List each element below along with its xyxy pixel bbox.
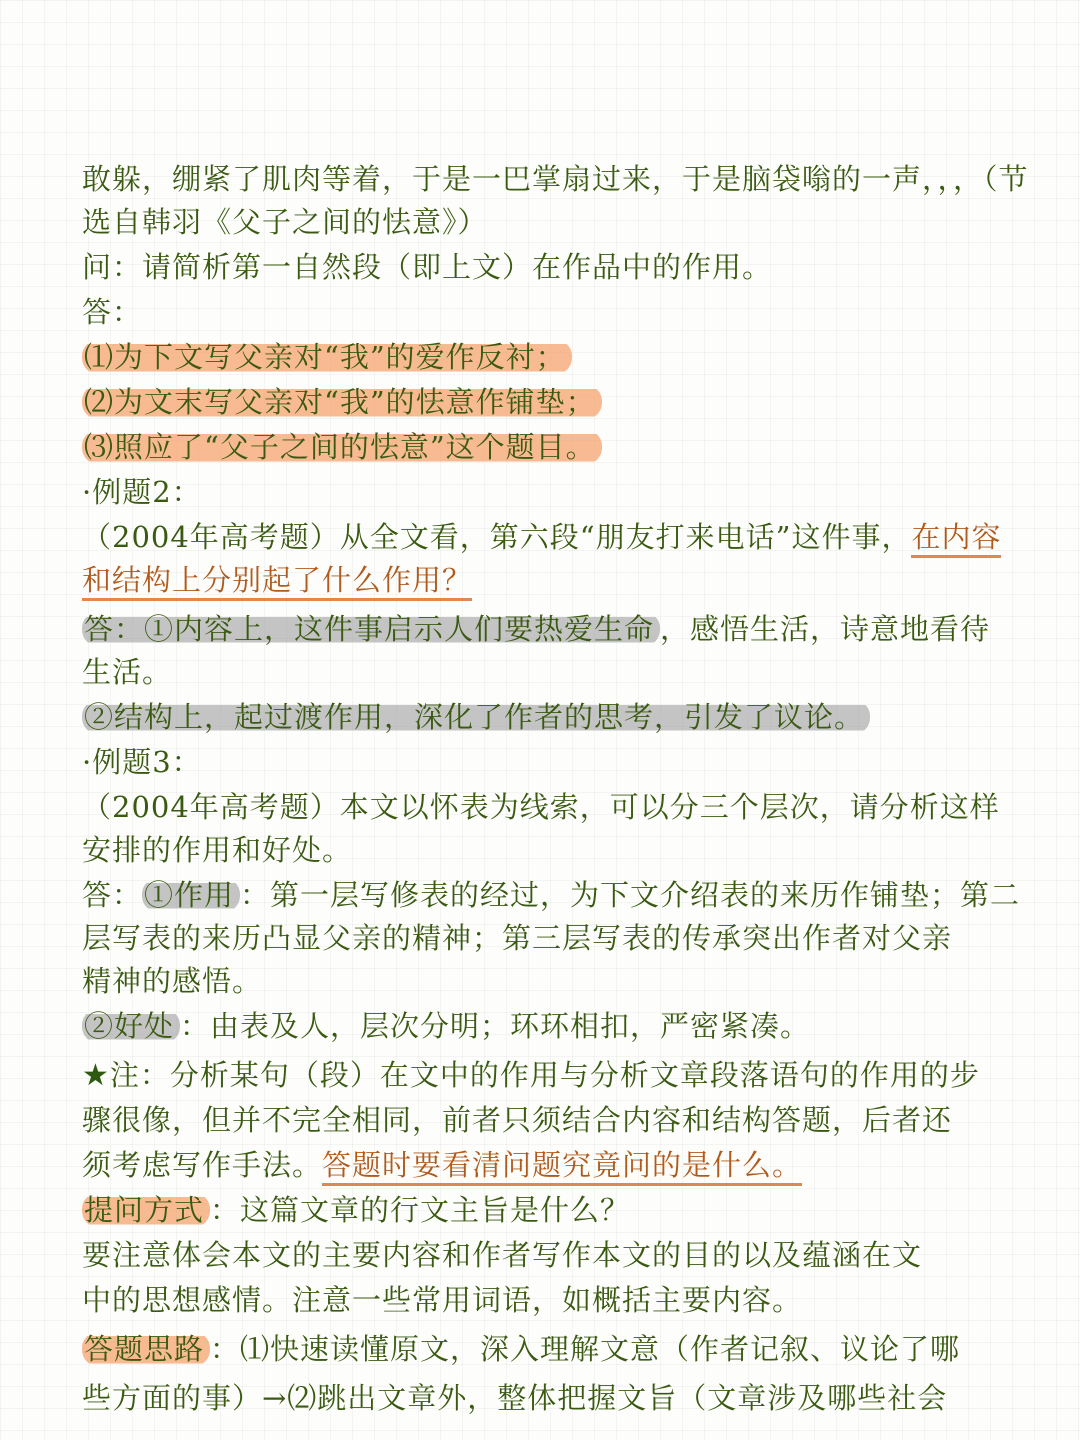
text-line: 答：①作用 ：第一层写修表的经过，为下文介绍表的来历作铺垫；第二: [82, 878, 1021, 912]
orange-highlight: 答题思路: [82, 1332, 210, 1366]
answer-point-2: [82, 381, 1026, 424]
example-3-heading: ·例题3：: [82, 745, 202, 779]
text-line: 答：①内容上，这件事启示人们要热爱生命 ，感悟生活，诗意地看待: [84, 612, 991, 646]
orange-highlight: 提问方式: [82, 1193, 210, 1227]
orange-underline: 答题时要看清问题究竟问的是什么。: [322, 1148, 802, 1186]
answer-point-3: [82, 426, 1026, 469]
orange-highlight: ⑶照应了“父子之间的怯意”这个题目。: [82, 430, 602, 464]
text-line: 骤很像，但并不完全相同，前者只须结合内容和结构答题，后者还: [82, 1103, 953, 1137]
text-line: 中的思想感情。注意一些常用词语，如概括主要内容。: [82, 1283, 803, 1317]
text-line: 安排的作用和好处。: [82, 833, 353, 867]
text-line: [82, 696, 1026, 739]
text-line: ②好处 ：由表及人，层次分明；环环相扣，严密紧凑。: [84, 1009, 811, 1043]
question-method-line: 提问方式 ：这篇文章的行文主旨是什么？: [84, 1193, 631, 1227]
gray-highlight: 答：①内容上，这件事启示人们要热爱生命: [82, 612, 660, 646]
example-2-heading: ·例题2：: [82, 475, 202, 509]
text-line: 须考虑写作手法。答题时要看清问题究竟问的是什么。: [82, 1144, 1026, 1187]
text-line: 生活。: [82, 655, 173, 689]
text-line: （2004年高考题）本文以怀表为线索，可以分三个层次，请分析这样: [82, 790, 1000, 824]
orange-underline: 在内容: [911, 520, 1001, 558]
text-line: 精神的感悟。: [82, 964, 263, 998]
answer-approach-line: 答题思路 ：⑴快速读懂原文，深入理解文意（作者记叙、议论了哪: [84, 1332, 961, 1366]
orange-highlight: ⑴为下文写父亲对“我”的爱作反衬；: [82, 340, 572, 374]
gray-highlight: ②结构上，起过渡作用，深化了作者的思考，引发了议论。: [82, 700, 870, 734]
text-line: [82, 559, 1026, 602]
text-line: 些方面的事）→⑵跳出文章外，整体把握文旨（文章涉及哪些社会: [82, 1381, 948, 1415]
text-line: 要注意体会本文的主要内容和作者写作本文的目的以及蕴涵在文: [82, 1238, 923, 1272]
star-icon: ★: [82, 1058, 110, 1093]
orange-underline: 和结构上分别起了什么作用？: [82, 563, 472, 601]
orange-highlight: ⑵为文末写父亲对“我”的怯意作铺垫；: [82, 385, 602, 419]
gray-highlight: ①作用: [142, 878, 240, 912]
question-line: 问：请简析第一自然段（即上文）在作品中的作用。: [82, 250, 773, 284]
text-line: 敢躲，绷紧了肌肉等着，于是一巴掌扇过来，于是脑袋嗡的一声，，，（节: [82, 162, 1029, 196]
text-line: 选自韩羽《父子之间的怯意》）: [82, 205, 488, 239]
answer-label: 答：: [82, 295, 143, 329]
answer-point-1: [82, 336, 1026, 379]
text-line: （2004年高考题）从全文看，第六段“朋友打来电话”这件事，在内容: [82, 516, 1026, 559]
text-line: 层写表的来历凸显父亲的精神；第三层写表的传承突出作者对父亲: [82, 921, 953, 955]
gray-highlight: ②好处: [82, 1009, 180, 1043]
note-line: ★注：分析某句（段）在文中的作用与分析文章段落语句的作用的步: [82, 1058, 980, 1093]
